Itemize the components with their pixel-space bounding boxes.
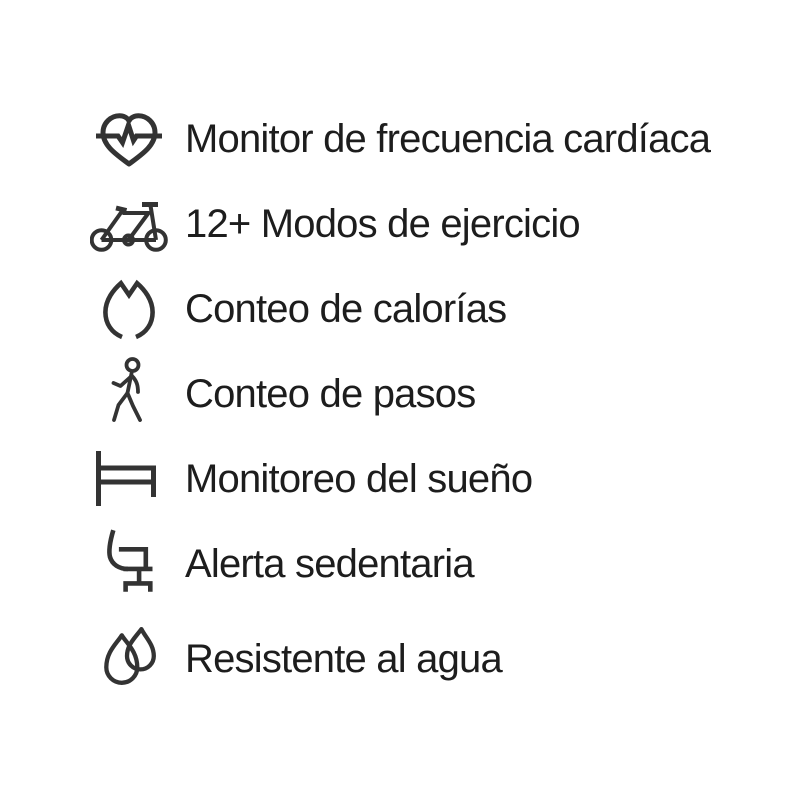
- heart-rate-icon: [96, 110, 162, 168]
- feature-icon-cell: [86, 528, 172, 600]
- feature-label: 12+ Modos de ejercicio: [185, 201, 580, 246]
- bicycle-icon: [90, 195, 168, 253]
- feature-label: Monitor de frecuencia cardíaca: [185, 116, 711, 161]
- feature-row: [86, 436, 800, 521]
- feature-label: Alerta sedentaria: [185, 541, 474, 586]
- office-chair-icon: [101, 528, 157, 600]
- walking-person-icon: [105, 357, 153, 431]
- feature-row: [86, 181, 800, 266]
- feature-row: [86, 521, 800, 606]
- feature-row: [86, 351, 800, 436]
- feature-icon-cell: [86, 450, 172, 507]
- feature-label: Conteo de calorías: [185, 286, 507, 331]
- feature-icon-cell: [86, 277, 172, 341]
- feature-label: Monitoreo del sueño: [185, 456, 533, 501]
- feature-label: Conteo de pasos: [185, 371, 476, 416]
- feature-row: [86, 616, 800, 701]
- feature-icon-cell: [86, 625, 172, 693]
- feature-row: [86, 266, 800, 351]
- feature-icon-cell: [86, 110, 172, 168]
- feature-icon-cell: [86, 195, 172, 253]
- bed-icon: [94, 450, 164, 507]
- water-drops-icon: [98, 625, 160, 693]
- flame-icon: [100, 277, 158, 341]
- feature-label: Resistente al agua: [185, 636, 502, 681]
- feature-row: [86, 96, 800, 181]
- feature-icon-cell: [86, 357, 172, 431]
